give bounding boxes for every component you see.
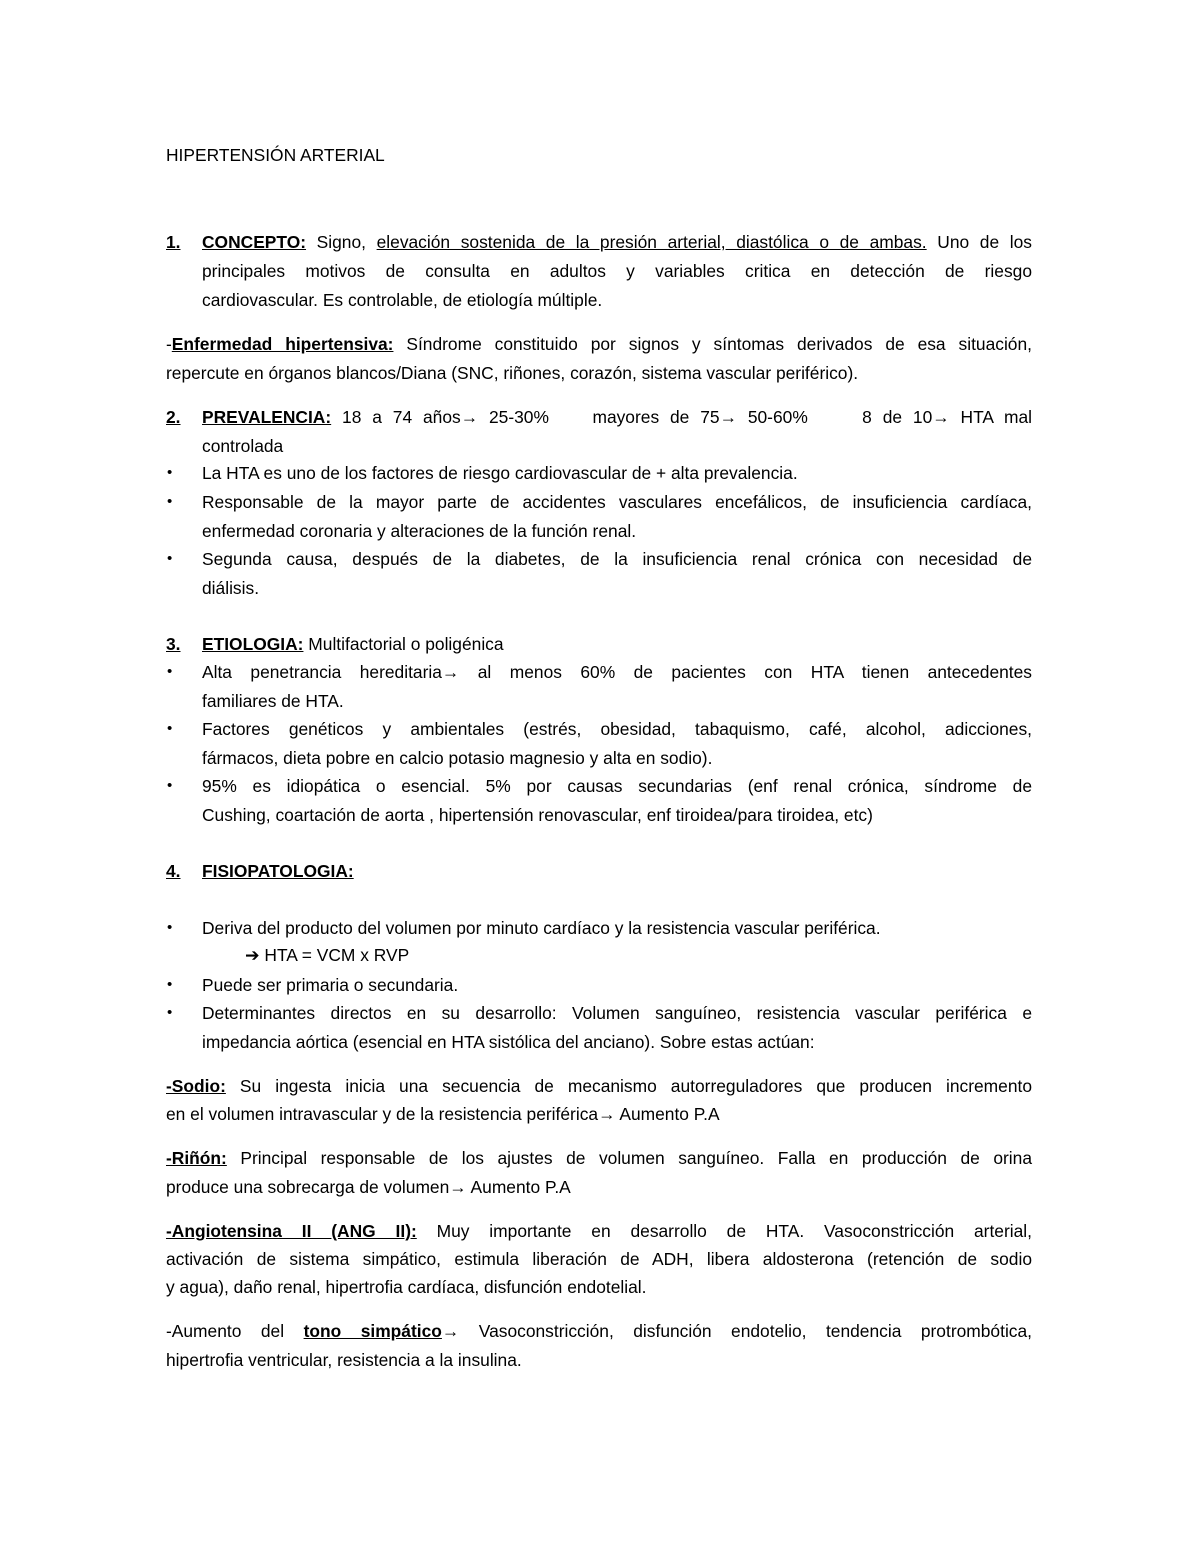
section-1-underlined-definition: elevación sostenida de la presión arterial, diastólica o de ambas. [376,232,927,252]
tono-line-1 [166,1320,1032,1342]
section-4-number: 4. [166,861,181,881]
arrow-right-icon: → [460,407,479,427]
etiology-hereditary: Alta penetrancia hereditaria [202,662,442,682]
bullet-icon: • [167,976,173,993]
section-2-heading: PREVALENCIA: [202,407,332,427]
section-2-number: 2. [166,407,181,427]
tono-prefix: -Aumento del [166,1321,304,1341]
enfermedad-dash: - [166,334,172,354]
prevalence-percent-1: 25-30% [478,407,549,427]
arrow-right-icon: → [932,407,950,427]
prevalence-age-range: 18 a 74 años [331,407,461,427]
tono-heading: tono simpático [303,1321,442,1341]
bullet-icon: • [167,919,173,936]
ang-heading: -Angiotensina II (ANG II): [166,1221,417,1241]
bullet-icon: • [167,720,173,737]
etiology-bullet-2-line-1: Factores genéticos y ambientales (estrés, obesidad, tabaquismo, café, alcohol, adicciones, [202,719,1032,739]
prevalence-bullet-2-line-2: enfermedad coronaria y alteraciones de la función renal. [202,521,637,541]
arrow-right-icon: → [449,1177,467,1197]
rinon-result: Aumento P.A [466,1177,571,1197]
arrow-right-icon: → [441,662,460,682]
section-1-line-2: principales motivos de consulta en adultos y variables critica en detección de riesgo [202,261,1032,281]
prevalence-bullet-1: La HTA es uno de los factores de riesgo cardiovascular de + alta prevalencia. [202,463,798,483]
section-2-line-1 [202,406,1032,428]
section-3-heading: ETIOLOGIA: [202,634,304,654]
prevalence-percent-2: 50-60% [736,407,808,427]
prevalence-age-over-75: mayores de 75 [592,407,720,427]
section-4-line-1 [202,860,1032,882]
section-1-heading: CONCEPTO: [202,232,307,252]
etiology-hereditary-detail: al menos 60% de pacientes con HTA tienen antecedentes [459,662,1033,682]
etiology-bullet-2-line-2: fármacos, dieta pobre en calcio potasio magnesio y alta en sodio). [202,748,713,768]
section-1-text-tail: Uno de los [926,232,1033,252]
bullet-icon: • [167,663,173,680]
section-3-number: 3. [166,634,181,654]
enfermedad-line-2: repercute en órganos blancos/Diana (SNC, riñones, corazón, sistema vascular periférico). [166,363,859,383]
section-1-line-3: cardiovascular. Es controlable, de etiología múltiple. [202,290,603,310]
etiology-bullet-1-line-2: familiares de HTA. [202,691,344,711]
fisio-formula: HTA = VCM x RVP [259,945,410,965]
prevalence-ratio: 8 de 10 [862,407,933,427]
section-3-text: Multifactorial o poligénica [303,634,504,654]
enfermedad-heading: Enfermedad hipertensiva: [171,334,394,354]
rinon-text: Principal responsable de los ajustes de volumen sanguíneo. Falla en producción de orina [226,1148,1032,1168]
section-2-line-2: controlada [202,436,284,456]
fisio-formula-line [245,944,745,966]
document-title: HIPERTENSIÓN ARTERIAL [166,145,385,165]
fisio-bullet-3-line-2: impedancia aórtica (esencial en HTA sistólica del anciano). Sobre estas actúan: [202,1032,815,1052]
section-3-line-1 [202,633,1032,655]
sodio-heading: -Sodio: [166,1076,226,1096]
prevalence-bullet-3-line-1: Segunda causa, después de la diabetes, de la insuficiencia renal crónica con necesidad de [202,549,1032,569]
bullet-icon: • [167,464,173,481]
prevalence-bullet-2-line-1: Responsable de la mayor parte de accidentes vasculares encefálicos, de insuficiencia cardíaca, [202,492,1032,512]
arrow-right-icon: → [719,407,737,427]
bullet-icon: • [167,493,173,510]
etiology-bullet-3-line-2: Cushing, coartación de aorta , hipertensión renovascular, enf tiroidea/para tiroidea, etc) [202,805,873,825]
sodio-result: Aumento P.A [615,1104,720,1124]
rinon-line-1 [166,1147,1032,1169]
sodio-line-2 [166,1103,1032,1125]
arrow-right-icon: → [441,1321,460,1341]
sodio-text: Su ingesta inicia una secuencia de mecanismo autorreguladores que producen incremento [225,1076,1032,1096]
enfermedad-line-1 [166,333,1032,355]
section-1-line-1 [202,231,1032,253]
sodio-line-1 [166,1075,1032,1097]
fisio-bullet-1: Deriva del producto del volumen por minuto cardíaco y la resistencia vascular periférica. [202,918,881,938]
bullet-icon: • [167,777,173,794]
rinon-line-2 [166,1176,1032,1198]
enfermedad-text: Síndrome constituido por signos y síntomas derivados de esa situación, [393,334,1032,354]
ang-line-3: y agua), daño renal, hipertrofia cardíaca, disfunción endotelial. [166,1277,647,1297]
prevalence-bullet-3-line-2: diálisis. [202,578,260,598]
sodio-line-2-text: en el volumen intravascular y de la resistencia periférica [166,1104,599,1124]
ang-line-2: activación de sistema simpático, estimula liberación de ADH, libera aldosterona (retención de sodio [166,1249,1032,1269]
bullet-icon: • [167,1004,173,1021]
etiology-bullet-3-line-1: 95% es idiopática o esencial. 5% por causas secundarias (enf renal crónica, síndrome de [202,776,1032,796]
arrow-right-icon: → [598,1104,616,1124]
bullet-icon: • [167,550,173,567]
rinon-line-2-text: produce una sobrecarga de volumen [166,1177,450,1197]
tono-line-2: hipertrofia ventricular, resistencia a la insulina. [166,1350,522,1370]
ang-line-1 [166,1220,1032,1242]
etiology-bullet-1-line-1 [202,661,1032,683]
fisio-bullet-3-line-1: Determinantes directos en su desarrollo: Volumen sanguíneo, resistencia vascular periférica e [202,1003,1032,1023]
tono-text: Vasoconstricción, disfunción endotelio, tendencia protrombótica, [459,1321,1033,1341]
section-1-text: Signo, [306,232,377,252]
section-4-heading: FISIOPATOLOGIA: [202,861,354,881]
fisio-bullet-2: Puede ser primaria o secundaria. [202,975,459,995]
rinon-heading: -Riñón: [166,1148,227,1168]
prevalence-hta-mal: HTA mal [949,407,1032,427]
arrow-bold-right-icon: ➔ [245,945,260,965]
section-1-number: 1. [166,232,181,252]
ang-text: Muy importante en desarrollo de HTA. Vasoconstricción arterial, [416,1221,1032,1241]
